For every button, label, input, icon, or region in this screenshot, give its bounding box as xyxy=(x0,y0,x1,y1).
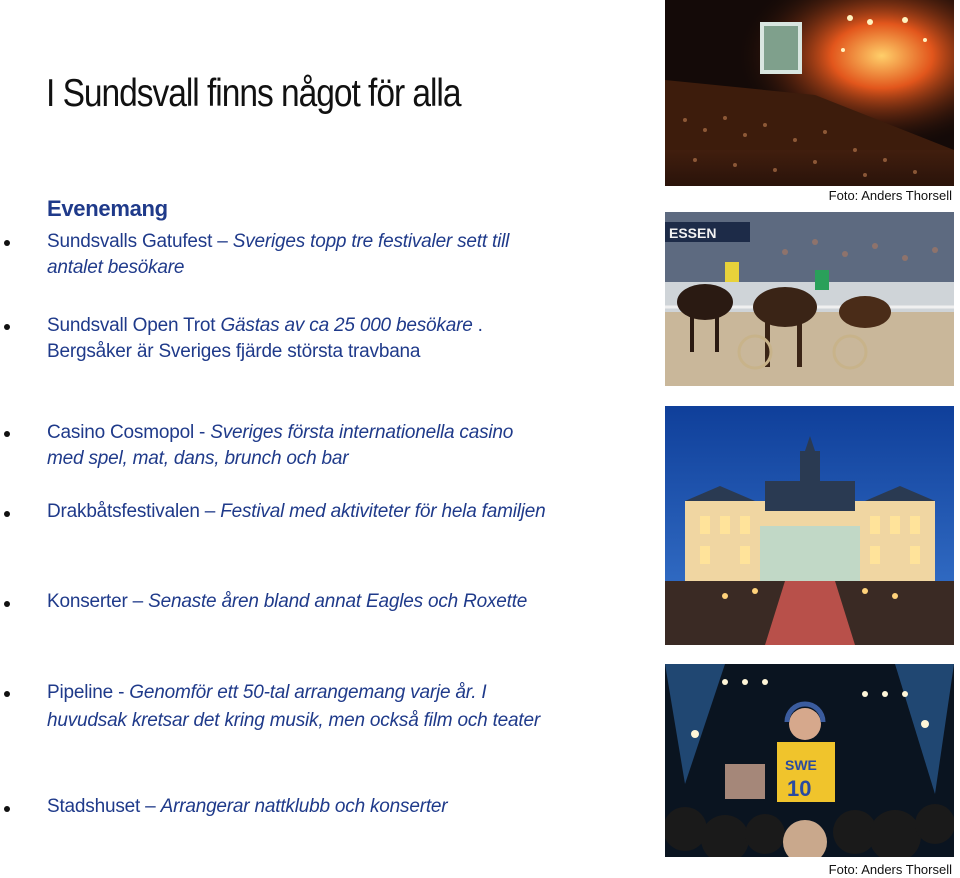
bullet-icon xyxy=(4,806,10,812)
item-name: Drakbåtsfestivalen xyxy=(47,501,200,522)
item-name: Sundsvalls Gatufest xyxy=(47,231,213,252)
casino-photo xyxy=(665,406,954,645)
item-desc: Sveriges topp tre festivaler sett till antalet besökare xyxy=(47,231,510,278)
section-heading: Evenemang xyxy=(47,196,168,221)
bullet-icon xyxy=(4,691,10,697)
item-name: Pipeline - xyxy=(47,682,130,703)
photo-credit: Foto: Anders Thorsell xyxy=(828,188,952,203)
bullet-icon xyxy=(4,324,10,330)
item-desc: Genomför ett 50-tal arrangemang varje år. I huvudsak kretsar det kring musik, men också film och teater xyxy=(47,682,540,731)
bullet-icon xyxy=(4,431,10,437)
child-shirt-text: SWE xyxy=(785,757,817,773)
item-desc: Festival med aktiviteter för hela familjen xyxy=(220,501,546,522)
festival-photo xyxy=(665,664,954,857)
item-desc: Arrangerar nattklubb och konserter xyxy=(160,796,448,817)
item-desc: Gästas av ca 25 000 besökare xyxy=(220,315,473,336)
item-name: Konserter xyxy=(47,591,128,612)
item-name: Casino Cosmopol - xyxy=(47,422,211,443)
item-desc: Sveriges första internationella casino med spel, mat, dans, brunch och bar xyxy=(47,422,514,469)
child-shirt-number: 10 xyxy=(787,776,812,801)
bullet-icon xyxy=(4,601,10,607)
bullet-icon xyxy=(4,240,10,246)
page-title: I Sundsvall finns något för alla xyxy=(46,72,461,115)
trot-photo xyxy=(665,212,954,386)
item-desc-extra: . Bergsåker är Sveriges fjärde största travbana xyxy=(47,315,483,362)
trot-sign: ESSEN xyxy=(669,225,717,241)
item-desc: Senaste åren bland annat Eagles och Roxette xyxy=(148,591,528,612)
item-name: Stadshuset xyxy=(47,796,141,817)
bullet-icon xyxy=(4,511,10,517)
photo-credit: Foto: Anders Thorsell xyxy=(828,862,952,877)
item-name: Sundsvall Open Trot xyxy=(47,315,216,336)
concert-photo xyxy=(665,0,954,186)
